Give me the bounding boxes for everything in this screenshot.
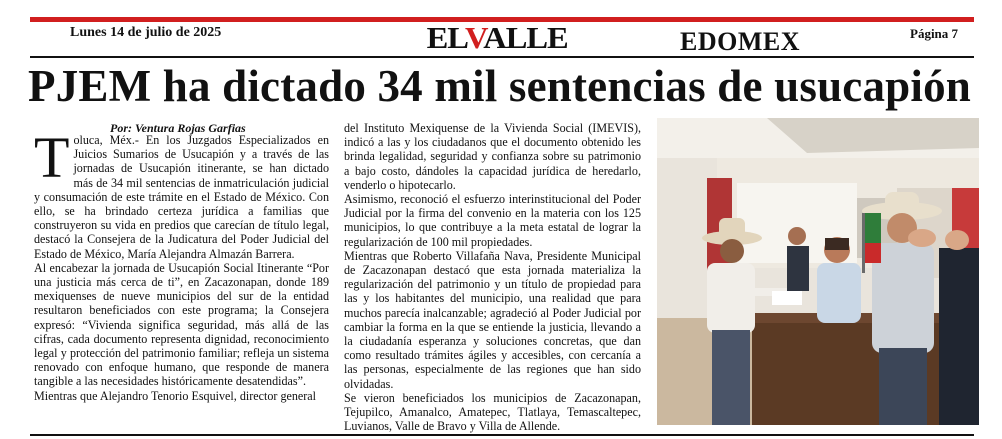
paragraph-2: Al encabezar la jornada de Usucapión Social Itinerante “Por una justicia más cerca de ti”, en Zacazonapan, donde 189 mexiquenses de nueve municipios del sur de la entidad resultaron beneficiados con este programa; la Consejera expresó: “Vivienda significa seguridad, más allá de las cifras, cada documento representa dignidad, reconocimiento legal y protección del patrimonio familiar; refleja un sistema renovado con enfoque humano, que responde de manera tangible a las necesidades históricamente desatendidas”.	[34, 260, 329, 389]
issue-date: Lunes 14 de julio de 2025	[70, 25, 222, 40]
paragraph-3: Mientras que Alejandro Tenorio Esquivel, director general	[34, 388, 317, 403]
paragraph-7: Se vieron beneficiados los municipios de Zacazonapan, Tejupilco, Amanalco, Amatepec, Tlatlaya, Temascaltepec, Luvianos, Valle de Bravo y Villa de Allende.	[344, 390, 641, 434]
paragraph-4: del Instituto Mexiquense de la Vivienda Social (IMEVIS), indicó a las y los ciudadanos que el documento obtenido les brinda legalidad, seguridad y confianza sobre su patrimonio a bajo costo, dándoles la capacidad jurídica de heredarlo, venderlo o hipotecarlo.	[344, 121, 641, 192]
paragraph-5: Asimismo, reconoció el esfuerzo interinstitucional del Poder Judicial por la firma del convenio en la materia con los 125 municipios, lo que contribuye a la meta estatal de lograr la regularización de 100 mil propiedades.	[344, 192, 641, 249]
article-headline: PJEM ha dictado 34 mil sentencias de usucapión	[28, 61, 972, 111]
article-byline: Por: Ventura Rojas Garfias	[110, 121, 246, 135]
article-column-2	[344, 121, 641, 433]
logo-right-text: ALLE	[483, 20, 568, 55]
logo-left-text: EL	[426, 20, 465, 55]
footer-divider	[30, 434, 974, 436]
page-number: Página 7	[910, 26, 959, 41]
event-photo	[657, 118, 979, 425]
section-name: EDOMEX	[680, 27, 800, 56]
header-divider	[30, 56, 974, 58]
drop-cap: T	[34, 125, 70, 190]
paragraph-1: oluca, Méx.- En los Juzgados Especializados en Juicios Sumarios de Usucapión y a través de las jornadas de Usucapión itinerante, se han dictado más de 34 mil sentencias de inmatriculación judicial y consumación de este trámite en el Estado de México. Con ello, se ha brindado certeza jurídica a familias que construyeron su vida en predios que carecían de título legal, destacó la Consejera de la Judicatura del Poder Judicial del Estado de México, María Alejandra Almazán Barrera.	[34, 133, 329, 261]
logo-v-letter: V	[464, 20, 484, 55]
paragraph-6: Mientras que Roberto Villafaña Nava, Presidente Municipal de Zacazonapan destacó que esta jornada materializa la regularización del patrimonio y un título de propiedad para las y los habitantes del municipio, una realidad que para muchos parecía inalcanzable; agradeció al Poder Judicial por cambiar la forma en la que se entiende la justicia, llevando a la ciudadanía esperanza y soluciones concretas, que dan como resultado trámites ágiles y accesibles, con cercanía a las personas, especialmente de las regiones que han sido olvidadas.	[344, 248, 641, 391]
newspaper-logo	[427, 20, 568, 56]
photo-illustration	[657, 118, 979, 425]
